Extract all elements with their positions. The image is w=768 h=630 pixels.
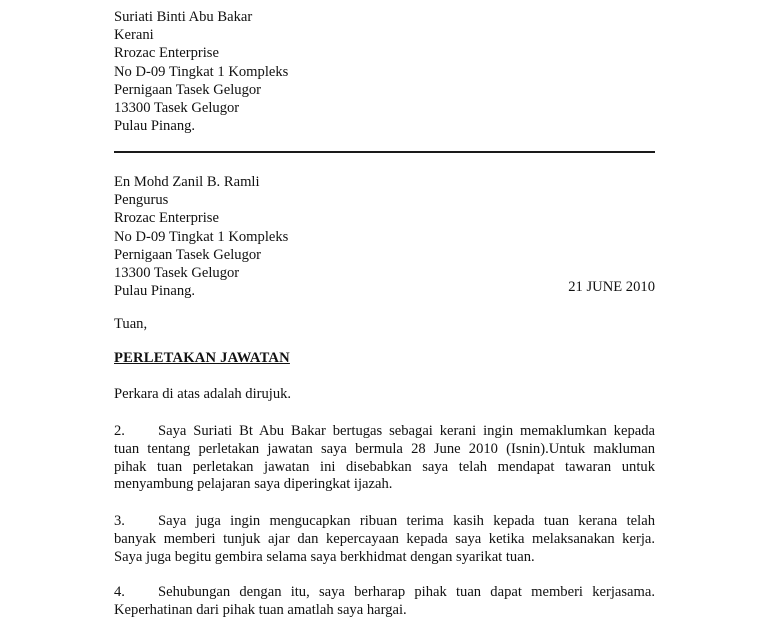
paragraph-line: banyak memberi tunjuk ajar dan kepercayaan kepada saya ketika melaksanakan kerja. bbox=[114, 530, 655, 547]
sender-state-line: Pulau Pinang. bbox=[114, 118, 196, 135]
paragraph-number: 4. bbox=[114, 584, 125, 600]
paragraph-line bbox=[114, 513, 655, 531]
reference-line: Perkara di atas adalah dirujuk. bbox=[114, 386, 292, 402]
sender-company: Rrozac Enterprise bbox=[114, 45, 219, 62]
paragraph-line bbox=[114, 423, 655, 441]
letter-date: 21 JUNE 2010 bbox=[568, 279, 655, 295]
sender-address-line: No D-09 Tingkat 1 Kompleks bbox=[114, 63, 289, 80]
recipient-state-line: Pulau Pinang. bbox=[114, 283, 196, 300]
paragraph-text: Sehubungan dengan itu, saya berharap pihak tuan dapat memberi kerjasama. bbox=[158, 584, 655, 600]
paragraph-line: menyambung pelajaran saya diperingkat ijazah. bbox=[114, 476, 393, 493]
paragraph-line: Keperhatinan dari pihak tuan amatlah saya hargai. bbox=[114, 601, 407, 618]
paragraph-line: Saya juga begitu gembira selama saya berkhidmat dengan syarikat tuan. bbox=[114, 548, 535, 565]
sender-name: Suriati Binti Abu Bakar bbox=[114, 9, 253, 25]
sender-address-block bbox=[114, 8, 288, 135]
paragraph-text: Saya juga ingin mengucapkan ribuan terima kasih kepada tuan kerana telah bbox=[158, 513, 655, 529]
letter-subject: PERLETAKAN JAWATAN bbox=[114, 350, 290, 366]
header-divider bbox=[114, 151, 655, 153]
recipient-name: En Mohd Zanil B. Ramli bbox=[114, 174, 260, 190]
sender-title: Kerani bbox=[114, 27, 154, 44]
recipient-address-line: Pernigaan Tasek Gelugor bbox=[114, 246, 262, 263]
recipient-company: Rrozac Enterprise bbox=[114, 210, 219, 227]
paragraph-number: 2. bbox=[114, 423, 125, 439]
recipient-postcode-line: 13300 Tasek Gelugor bbox=[114, 265, 240, 282]
paragraph-line: tuan tentang perletakan jawatan saya bermula 28 June 2010 (Isnin).Untuk makluman bbox=[114, 440, 655, 457]
paragraph-line bbox=[114, 584, 655, 602]
recipient-address-line: No D-09 Tingkat 1 Kompleks bbox=[114, 228, 289, 245]
paragraph-line: pihak tuan perletakan jawatan ini disebabkan saya telah mendapat tawaran untuk bbox=[114, 458, 655, 475]
paragraph-number: 3. bbox=[114, 513, 125, 529]
sender-address-line: Pernigaan Tasek Gelugor bbox=[114, 81, 262, 98]
recipient-title: Pengurus bbox=[114, 192, 169, 209]
paragraph-3 bbox=[114, 513, 655, 566]
paragraph-text: Saya Suriati Bt Abu Bakar bertugas sebagai kerani ingin memaklumkan kepada bbox=[158, 423, 655, 439]
paragraph-4 bbox=[114, 584, 655, 620]
salutation: Tuan, bbox=[114, 316, 148, 332]
recipient-address-block bbox=[114, 173, 288, 300]
paragraph-2 bbox=[114, 423, 655, 494]
sender-postcode-line: 13300 Tasek Gelugor bbox=[114, 100, 240, 117]
